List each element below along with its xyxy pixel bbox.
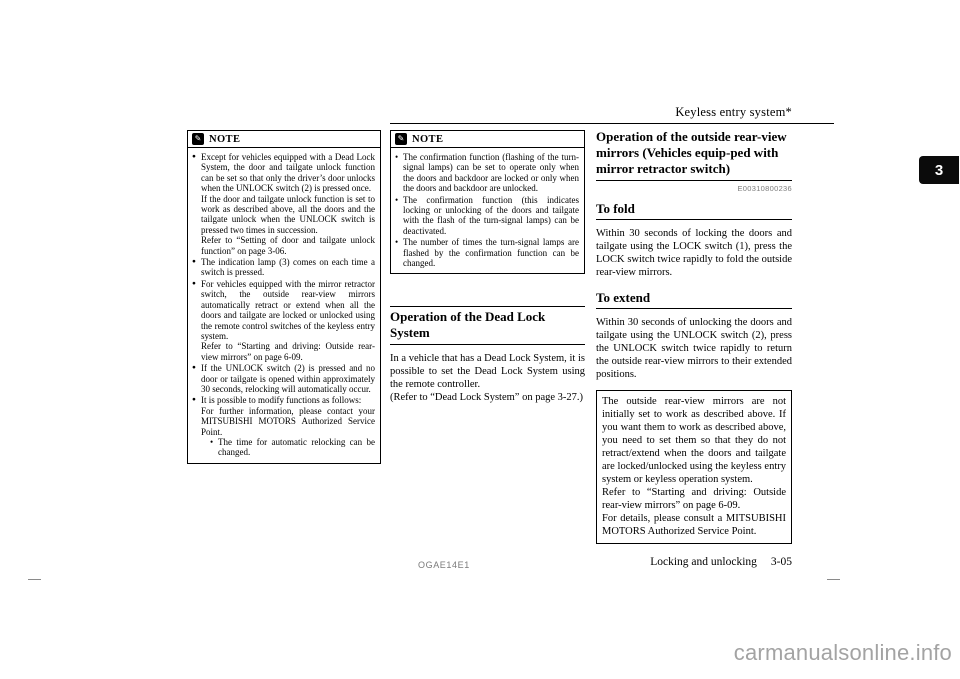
note-item xyxy=(395,195,579,237)
section-rule xyxy=(596,180,792,181)
note-paragraph: For vehicles equipped with the mirror retractor switch, the outside rear-view mirrors automatically retract or extend when all the doors and tailgate are locked or unlocked using the remote control switches of the keyless entry system. xyxy=(201,278,375,341)
note-paragraph: For further information, please contact your MITSUBISHI MOTORS Authorized Service Point. xyxy=(201,405,375,437)
subsection-heading: To fold xyxy=(596,201,635,216)
note-title: NOTE xyxy=(412,133,444,145)
note-box-middle xyxy=(390,130,585,274)
note-title: NOTE xyxy=(209,133,241,145)
note-item xyxy=(192,152,375,256)
section-rule xyxy=(390,306,585,307)
subsection-heading: To extend xyxy=(596,290,651,305)
reference-paragraph: (Refer to “Dead Lock System” on page 3-27.) xyxy=(390,392,584,403)
bullet-icon: ● xyxy=(192,153,196,160)
sub-bullet-icon: • xyxy=(395,194,399,205)
note-paragraph: The indication lamp (3) comes on each time a switch is pressed. xyxy=(201,257,375,278)
footer-page-number: 3-05 xyxy=(770,556,792,568)
crop-mark-right xyxy=(827,579,840,580)
note-paragraph: If the UNLOCK switch (2) is pressed and no door or tailgate is opened within approximately 30 seconds, relocking will automatically occur. xyxy=(201,363,375,394)
note-header xyxy=(391,131,584,148)
section-heading: Operation of the Dead Lock System xyxy=(390,309,546,340)
section-rule xyxy=(390,344,585,345)
note-body xyxy=(188,148,380,463)
bullet-icon: ● xyxy=(192,279,196,287)
note-sub-item xyxy=(210,437,375,458)
bullet-icon: ● xyxy=(192,364,196,372)
note-paragraph: The confirmation function (this indicates locking or unlocking of the doors and tailgate with the flash of the turn-signal lamps) can be deactivated. xyxy=(403,194,579,236)
chapter-tab: 3 xyxy=(919,156,959,184)
note-paragraph: Except for vehicles equipped with a Dead Lock System, the door and tailgate unlock function can be set so that only the driver’s door unlocks when the UNLOCK switch (2) is pressed once. xyxy=(201,152,375,194)
body-paragraph: In a vehicle that has a Dead Lock System, it is possible to set the Dead Lock System using the remote controller. xyxy=(390,353,585,390)
note-item xyxy=(192,363,375,394)
footer-doc-code: OGAE14E1 xyxy=(418,560,470,570)
note-paragraph: If the door and tailgate unlock function is set to work as described above, all the doors and the tailgate unlock when the UNLOCK switch is pressed two times in succession. xyxy=(201,193,375,235)
footer-section-title: Locking and unlocking xyxy=(650,556,757,568)
note-paragraph: The number of times the turn-signal lamps are flashed by the confirmation function can be changed. xyxy=(403,237,579,269)
bullet-icon: ● xyxy=(192,396,196,404)
site-watermark: carmanualsonline.info xyxy=(733,640,952,665)
note-paragraph: The confirmation function (flashing of the turn-signal lamps) can be set to operate only when the doors and backdoor are locked or only when the doors and backdoor are unlocked. xyxy=(403,152,579,194)
sub-bullet-icon: • xyxy=(395,152,399,162)
header-rule xyxy=(390,123,834,124)
note-item xyxy=(395,152,579,194)
note-paragraph: Refer to “Starting and driving: Outside rear-view mirrors” on page 6-09. xyxy=(201,341,375,362)
crop-mark-left xyxy=(28,579,41,580)
subsection-rule xyxy=(596,308,792,309)
note-pencil-icon: ✎ xyxy=(192,133,204,145)
sub-bullet-icon: • xyxy=(395,237,399,248)
info-box-paragraph: The outside rear-view mirrors are not initially set to work as described above. If you want them to work as described above, you need to set them so that they do not retract/extend when the doors and tailgate are locked/unlocked using the keyless entry system or keyless operation system. xyxy=(602,396,786,485)
subsection-rule xyxy=(596,219,792,220)
section-heading: Operation of the outside rear-view mirrors (Vehicles equip-ped with mirror retractor switch) xyxy=(596,129,787,176)
note-item xyxy=(395,237,579,268)
note-item xyxy=(192,395,375,457)
footer-right xyxy=(596,556,792,568)
info-box-paragraph: Refer to “Starting and driving: Outside rear-view mirrors” on page 6-09. xyxy=(602,487,786,511)
note-pencil-icon: ✎ xyxy=(395,133,407,145)
body-paragraph: Within 30 seconds of locking the doors and tailgate using the LOCK switch (1), press the LOCK switch twice rapidly to fold the outside rear-view mirrors. xyxy=(596,228,792,278)
note-box-left xyxy=(187,130,381,464)
note-header xyxy=(188,131,380,148)
mirror-section xyxy=(596,129,792,544)
info-box xyxy=(596,390,792,544)
body-paragraph: Within 30 seconds of unlocking the doors and tailgate using the UNLOCK switch (2), press the UNLOCK switch twice rapidly to return the outside rear-view mirrors to their extended positions. xyxy=(596,317,792,380)
note-sub-paragraph: The time for automatic relocking can be changed. xyxy=(218,436,375,458)
note-paragraph: Refer to “Setting of door and tailgate unlock function” on page 3-06. xyxy=(201,235,375,256)
note-body xyxy=(391,148,584,273)
sub-bullet-icon: • xyxy=(210,436,214,447)
dead-lock-section xyxy=(390,306,585,404)
running-header: Keyless entry system* xyxy=(675,105,792,119)
info-box-paragraph: For details, please consult a MITSUBISHI MOTORS Authorized Service Point. xyxy=(602,513,786,537)
revision-code: E00310800236 xyxy=(737,184,792,193)
bullet-icon: ● xyxy=(192,258,196,266)
note-item xyxy=(192,279,375,362)
note-item xyxy=(192,257,375,278)
note-paragraph: It is possible to modify functions as follows: xyxy=(201,395,362,406)
